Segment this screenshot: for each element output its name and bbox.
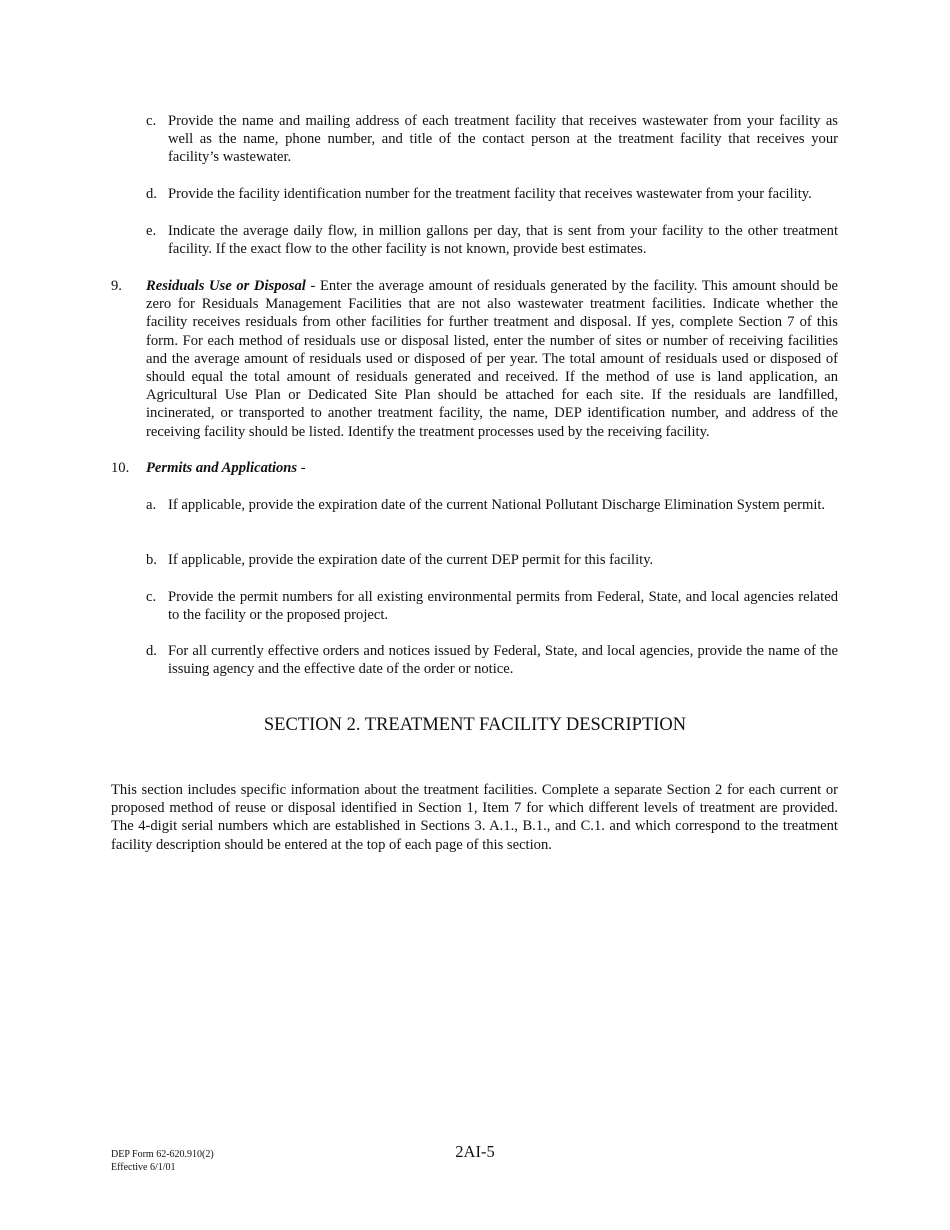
- item-number: 10.: [111, 460, 130, 476]
- list-item-text: Provide the permit numbers for all existing environmental permits from Federal, State, and local agencies related to the facility or the proposed project.: [168, 589, 838, 624]
- list-item-label: b.: [146, 552, 157, 568]
- item-suffix: -: [297, 460, 306, 476]
- list-item-d: [146, 185, 838, 203]
- item-body: [146, 277, 838, 441]
- list-item-label: c.: [146, 113, 157, 129]
- list-item-c: [146, 112, 838, 167]
- list-item-10d: [146, 642, 838, 678]
- list-item-e: [146, 222, 838, 258]
- item-heading: Permits and Applications: [146, 460, 298, 476]
- numbered-item-9: [111, 277, 838, 441]
- item-heading: Residuals Use or Disposal: [146, 278, 306, 294]
- item-body: [146, 459, 838, 477]
- list-item-text: If applicable, provide the expiration date of the current DEP permit for this facility.: [168, 552, 654, 568]
- list-item-text: Provide the name and mailing address of each treatment facility that receives wastewater from your facility as well as the name, phone number, and title of the contact person at the treatment facility that receives your facility’s wastewater.: [168, 113, 838, 166]
- list-item-label: d.: [146, 643, 157, 659]
- list-item-10c: [146, 588, 838, 624]
- section-title: SECTION 2. TREATMENT FACILITY DESCRIPTION: [263, 715, 687, 735]
- item-number: 9.: [111, 278, 122, 294]
- list-item-text: Indicate the average daily flow, in million gallons per day, that is sent from your facility to the other treatment facility. If the exact flow to the other facility is not known, provide best estimates.: [168, 223, 838, 258]
- list-item-text: Provide the facility identification number for the treatment facility that receives wastewater from your facility.: [168, 186, 812, 202]
- footer-effective-date: Effective 6/1/01: [111, 1162, 176, 1173]
- list-item-label: d.: [146, 186, 157, 202]
- item-text: - Enter the average amount of residuals generated by the facility. This amount should be zero for Residuals Management Facilities that are not also wastewater treatment facilities. Indicate whether the facility receives residuals from other facilities for further treatment and disposal. If yes, complete Section 7 of this form. For each method of residuals use or disposal listed, enter the number of sites or number of receiving facilities and the average amount of residuals used or disposed of per year. The total amount of residuals used or disposed of should equal the total amount of residuals generated and received. If the method of use is land application, an Agricultural Use Plan or Dedicated Site Plan should be attached for each site. If the residuals are landfilled, incinerated, or transported to another treatment facility, the name, DEP identification number, and address of the receiving facility should be listed. Identify the treatment processes used by the receiving facility.: [146, 278, 838, 440]
- list-item-10a: [146, 496, 838, 514]
- list-item-text: If applicable, provide the expiration date of the current National Pollutant Discharge Elimination System permit.: [168, 497, 826, 513]
- list-item-label: a.: [146, 497, 157, 513]
- numbered-item-10: [111, 459, 838, 477]
- list-item-10b: [146, 551, 838, 569]
- list-item-text: For all currently effective orders and notices issued by Federal, State, and local agencies, provide the name of the issuing agency and the effective date of the order or notice.: [168, 643, 838, 678]
- footer-form-number: DEP Form 62-620.910(2): [111, 1149, 214, 1160]
- list-item-label: e.: [146, 223, 157, 239]
- section-intro-paragraph: This section includes specific information about the treatment facilities. Complete a separate Section 2 for each current or proposed method of reuse or disposal identified in Section 1, Item 7 for which different levels of treatment are provided. The 4-digit serial numbers which are established in Sections 3. A.1., B.1., and C.1. and which correspond to the treatment facility description should be entered at the top of each page of this section.: [111, 782, 838, 853]
- list-item-label: c.: [146, 589, 157, 605]
- page-number: 2AI-5: [455, 1142, 495, 1161]
